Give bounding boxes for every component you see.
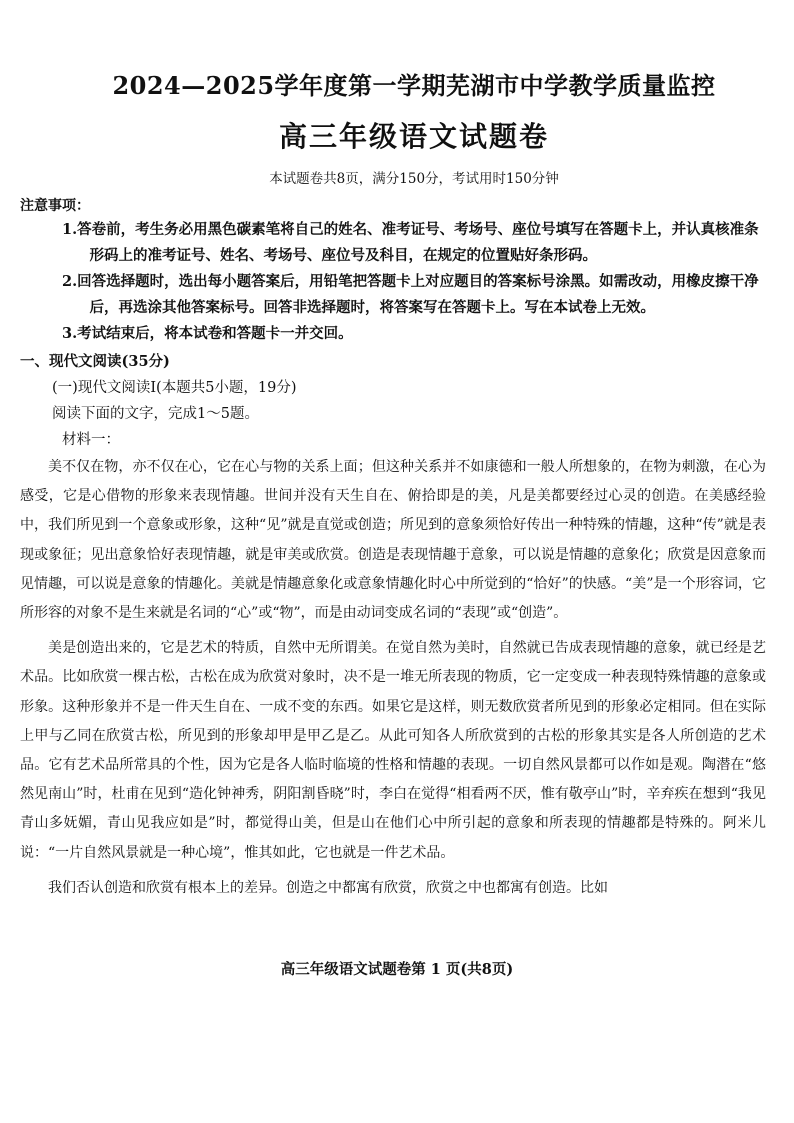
section-heading: 一、现代文阅读(35分) — [20, 353, 170, 370]
note-item: 3.考试结束后，将本试卷和答题卡一并交回。 — [62, 325, 353, 342]
section-instruction: 阅读下面的文字，完成1～5题。 — [52, 406, 259, 422]
notes-list — [62, 217, 766, 347]
exam-title: 2024—2025学年度第一学期芜湖市中学教学质量监控 — [112, 71, 716, 100]
note-item: 2.回答选择题时，选出每小题答案后，用铅笔把答题卡上对应题目的答案标号涂黑。如需改动，用橡皮擦干净后，再选涂其他答案标号。回答非选择题时，将答案写在答题卡上。写在本试卷上无效。 — [62, 273, 759, 316]
section-subheading: (一)现代文阅读Ⅰ(本题共5小题，19分) — [52, 380, 297, 396]
passage-paragraph: 美是创造出来的，它是艺术的特质，自然中无所谓美。在觉自然为美时，自然就已告成表现情趣的意象，就已经是艺术品。比如欣赏一棵古松，古松在成为欣赏对象时，决不是一堆无所表现的物质，它一定变成一种表现特殊情趣的意象或形象。这种形象并不是一件天生自在、一成不变的东西。如果它是这样，则无数欣赏者所见到的形象必定相同。但在实际上甲与乙同在欣赏古松，所见到的形象却甲是甲乙是乙。从此可知各人所欣赏到的古松的形象其实是各人所创造的艺术品。它有艺术品所常具的个性，因为它是各人临时临境的性格和情趣的表现。一切自然风景都可以作如是观。陶潜在“悠然见南山”时，杜甫在见到“造化钟神秀，阴阳割昏晓”时，李白在觉得“相看两不厌，惟有敬亭山”时，辛弃疾在想到“我见青山多妩媚，青山见我应如是”时，都觉得山美，但是山在他们心中所引起的意象和所表现的情趣都是特殊的。阿米儿说：“一片自然风景就是一种心境”，惟其如此，它也就是一件艺术品。 — [20, 640, 766, 861]
exam-info: 本试题卷共8页，满分150分，考试用时150分钟 — [269, 171, 559, 187]
note-item: 1.答卷前，考生务必用黑色碳素笔将自己的姓名、准考证号、考场号、座位号填写在答题卡上，并认真核准条形码上的准考证号、姓名、考场号、座位号及科目，在规定的位置贴好条形码。 — [62, 221, 759, 264]
notes-heading: 注意事项： — [20, 198, 90, 214]
page-footer: 高三年级语文试题卷第 1 页(共8页) — [280, 961, 514, 978]
exam-subtitle: 高三年级语文试题卷 — [278, 120, 549, 153]
passage-paragraph: 美不仅在物，亦不仅在心，它在心与物的关系上面；但这种关系并不如康德和一般人所想象的，在物为刺激，在心为感受，它是心借物的形象来表现情趣。世间并没有天生自在、俯拾即是的美，凡是美都要经过心灵的创造。在美感经验中，我们所见到一个意象或形象，这种“见”就是直觉或创造；所见到的意象须恰好传出一种特殊的情趣，这种“传”就是表现或象征；见出意象恰好表现情趣，就是审美或欣赏。创造是表现情趣于意象，可以说是情趣的意象化；欣赏是因意象而见情趣，可以说是意象的情趣化。美就是情趣意象化或意象情趣化时心中所觉到的“恰好”的快感。“美”是一个形容词，它所形容的对象不是生来就是名词的“心”或“物”，而是由动词变成名词的“表现”或“创造”。 — [20, 459, 766, 622]
material-label: 材料一： — [62, 432, 120, 448]
reading-passage — [20, 453, 766, 903]
passage-paragraph: 我们否认创造和欣赏有根本上的差异。创造之中都寓有欣赏，欣赏之中也都寓有创造。比如 — [48, 879, 608, 896]
